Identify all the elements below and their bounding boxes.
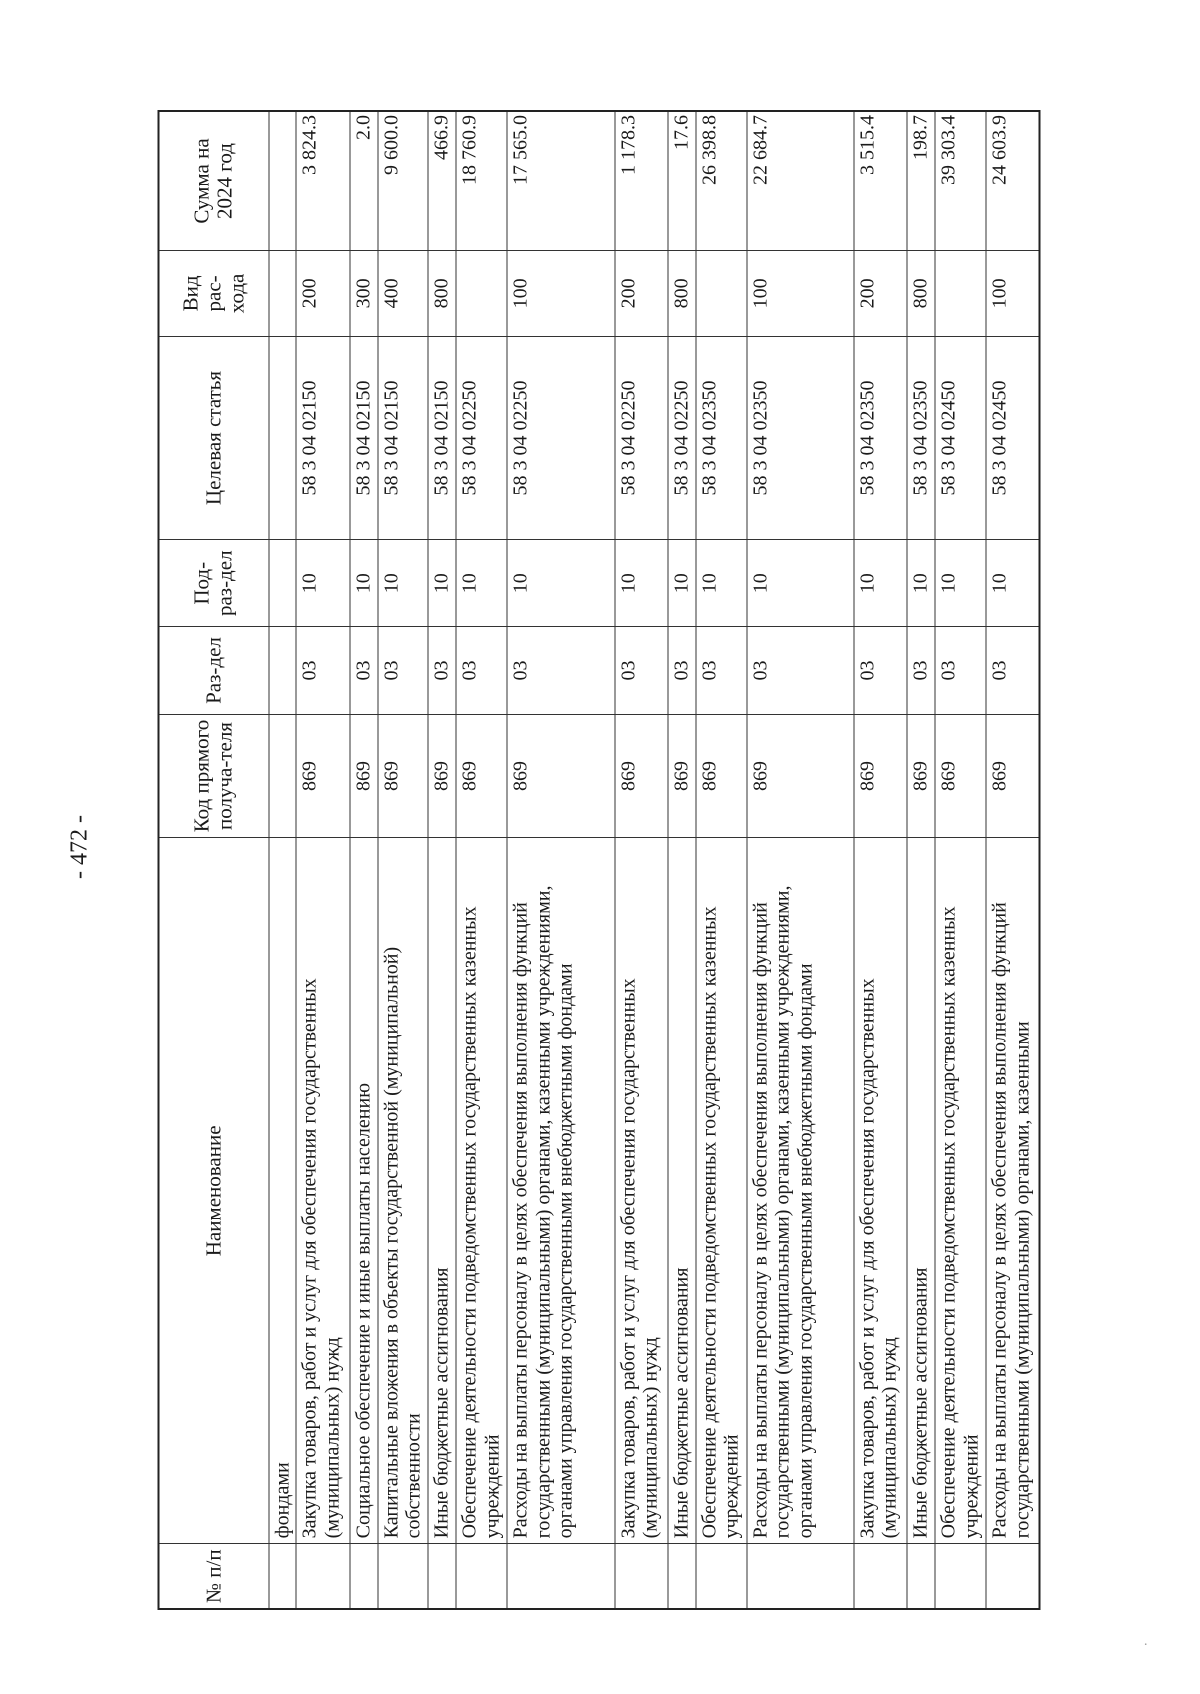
- cell-amount: 198.7: [907, 111, 935, 250]
- table-header-row: [159, 111, 269, 1609]
- cell-target-article: 58 3 04 02450: [986, 336, 1039, 539]
- cell-section: 03: [456, 627, 507, 714]
- cell-subsection: 10: [854, 540, 907, 627]
- cell-section: 03: [615, 627, 668, 714]
- cell-num: [615, 1544, 668, 1609]
- cell-name: Закупка товаров, работ и услуг для обеспечения государственных (муниципальных) нужд: [296, 838, 349, 1544]
- cell-target-article: 58 3 04 02250: [456, 336, 507, 539]
- cell-expense-type: 800: [428, 250, 456, 336]
- cell-recipient-code: 869: [747, 714, 854, 838]
- cell-amount: 466.9: [428, 111, 456, 250]
- cell-recipient-code: 869: [456, 714, 507, 838]
- cell-amount: 24 603.9: [986, 111, 1039, 250]
- cell-target-article: 58 3 04 02350: [747, 336, 854, 539]
- cell-target-article: 58 3 04 02150: [350, 336, 378, 539]
- cell-subsection: 10: [986, 540, 1039, 627]
- header-section: Раз-дел: [159, 627, 269, 714]
- cell-subsection: 10: [696, 540, 747, 627]
- cell-target-article: 58 3 04 02350: [907, 336, 935, 539]
- cell-num: [378, 1544, 429, 1609]
- cell-amount: 2.0: [350, 111, 378, 250]
- cell-name: Социальное обеспечение и иные выплаты населению: [350, 838, 378, 1544]
- cell-subsection: 10: [456, 540, 507, 627]
- cell-section: 03: [696, 627, 747, 714]
- cell-num: [428, 1544, 456, 1609]
- cell-expense-type: 400: [378, 250, 429, 336]
- cell-expense-type: 300: [350, 250, 378, 336]
- cell-amount: 9 600.0: [378, 111, 429, 250]
- budget-table: [158, 110, 1041, 1610]
- cell-subsection: 10: [747, 540, 854, 627]
- table-row: [696, 111, 747, 1609]
- cell-subsection: 10: [907, 540, 935, 627]
- cell-recipient-code: 869: [854, 714, 907, 838]
- cell-section: 03: [507, 627, 614, 714]
- cell-section: 03: [747, 627, 854, 714]
- table-body: [269, 111, 1040, 1609]
- cell-name: Закупка товаров, работ и услуг для обеспечения государственных (муниципальных) нужд: [854, 838, 907, 1544]
- cell-num: [668, 1544, 696, 1609]
- cell-target-article: 58 3 04 02250: [668, 336, 696, 539]
- cell-name: Обеспечение деятельности подведомственных государственных казенных учреждений: [456, 838, 507, 1544]
- cell-target-article: [269, 336, 297, 539]
- cell-section: 03: [854, 627, 907, 714]
- header-expense-type: Вид рас-хода: [159, 250, 269, 336]
- cell-amount: 3 824.3: [296, 111, 349, 250]
- table-row: [615, 111, 668, 1609]
- table-row: [456, 111, 507, 1609]
- cell-section: [269, 627, 297, 714]
- cell-subsection: 10: [428, 540, 456, 627]
- header-subsection: Под-раз-дел: [159, 540, 269, 627]
- cell-target-article: 58 3 04 02150: [378, 336, 429, 539]
- cell-num: [935, 1544, 986, 1609]
- cell-amount: 17 565.0: [507, 111, 614, 250]
- cell-amount: 39 303.4: [935, 111, 986, 250]
- scan-artifact: ·: [1143, 1638, 1148, 1653]
- cell-name: Иные бюджетные ассигнования: [428, 838, 456, 1544]
- cell-num: [747, 1544, 854, 1609]
- cell-name: Расходы на выплаты персоналу в целях обеспечения выполнения функций государственными (муниципальными) органами, казенными: [986, 838, 1039, 1544]
- cell-amount: 1 178.3: [615, 111, 668, 250]
- cell-recipient-code: 869: [986, 714, 1039, 838]
- table-row: [986, 111, 1039, 1609]
- cell-recipient-code: 869: [428, 714, 456, 838]
- cell-expense-type: 100: [507, 250, 614, 336]
- cell-num: [986, 1544, 1039, 1609]
- cell-target-article: 58 3 04 02250: [615, 336, 668, 539]
- cell-expense-type: 100: [986, 250, 1039, 336]
- cell-expense-type: [269, 250, 297, 336]
- cell-amount: 17.6: [668, 111, 696, 250]
- cell-subsection: 10: [615, 540, 668, 627]
- table-row: [747, 111, 854, 1609]
- cell-target-article: 58 3 04 02450: [935, 336, 986, 539]
- cell-expense-type: 100: [747, 250, 854, 336]
- cell-num: [507, 1544, 614, 1609]
- cell-section: 03: [296, 627, 349, 714]
- cell-target-article: 58 3 04 02150: [296, 336, 349, 539]
- cell-num: [456, 1544, 507, 1609]
- cell-subsection: [269, 540, 297, 627]
- header-name: Наименование: [159, 838, 269, 1544]
- header-target-article: Целевая статья: [159, 336, 269, 539]
- cell-section: 03: [350, 627, 378, 714]
- cell-num: [696, 1544, 747, 1609]
- cell-section: 03: [668, 627, 696, 714]
- cell-target-article: 58 3 04 02350: [696, 336, 747, 539]
- cell-num: [296, 1544, 349, 1609]
- cell-recipient-code: 869: [935, 714, 986, 838]
- cell-target-article: 58 3 04 02250: [507, 336, 614, 539]
- table-row: [507, 111, 614, 1609]
- cell-subsection: 10: [378, 540, 429, 627]
- cell-section: 03: [428, 627, 456, 714]
- cell-expense-type: 200: [854, 250, 907, 336]
- cell-num: [269, 1544, 297, 1609]
- cell-expense-type: [456, 250, 507, 336]
- cell-name: Обеспечение деятельности подведомственных государственных казенных учреждений: [696, 838, 747, 1544]
- table-row: [668, 111, 696, 1609]
- cell-section: 03: [935, 627, 986, 714]
- cell-num: [350, 1544, 378, 1609]
- cell-name: Иные бюджетные ассигнования: [668, 838, 696, 1544]
- header-recipient-code: Код прямого получа-теля: [159, 714, 269, 838]
- cell-subsection: 10: [507, 540, 614, 627]
- cell-num: [854, 1544, 907, 1609]
- cell-name: Расходы на выплаты персоналу в целях обеспечения выполнения функций государственными (муниципальными) органами, казенными учреждениями, органами управления государственными внебюджетными фондами: [507, 838, 614, 1544]
- cell-amount: 18 760.9: [456, 111, 507, 250]
- cell-recipient-code: [269, 714, 297, 838]
- table-row: [350, 111, 378, 1609]
- cell-expense-type: 200: [615, 250, 668, 336]
- table-row: [935, 111, 986, 1609]
- table-row: [854, 111, 907, 1609]
- cell-recipient-code: 869: [907, 714, 935, 838]
- page-number: - 472 -: [66, 815, 93, 879]
- header-amount-2024: Сумма на 2024 год: [159, 111, 269, 250]
- cell-recipient-code: 869: [296, 714, 349, 838]
- cell-expense-type: [935, 250, 986, 336]
- cell-subsection: 10: [350, 540, 378, 627]
- cell-recipient-code: 869: [668, 714, 696, 838]
- cell-target-article: 58 3 04 02350: [854, 336, 907, 539]
- cell-expense-type: 200: [296, 250, 349, 336]
- cell-section: 03: [986, 627, 1039, 714]
- cell-num: [907, 1544, 935, 1609]
- table-row: [907, 111, 935, 1609]
- cell-name: Закупка товаров, работ и услуг для обеспечения государственных (муниципальных) нужд: [615, 838, 668, 1544]
- cell-name: Иные бюджетные ассигнования: [907, 838, 935, 1544]
- cell-subsection: 10: [296, 540, 349, 627]
- cell-recipient-code: 869: [507, 714, 614, 838]
- cell-expense-type: [696, 250, 747, 336]
- cell-section: 03: [378, 627, 429, 714]
- cell-name: Обеспечение деятельности подведомственных государственных казенных учреждений: [935, 838, 986, 1544]
- cell-name: Расходы на выплаты персоналу в целях обеспечения выполнения функций государственными (муниципальными) органами, казенными учреждениями, органами управления государственными внебюджетными фондами: [747, 838, 854, 1544]
- cell-expense-type: 800: [907, 250, 935, 336]
- cell-recipient-code: 869: [350, 714, 378, 838]
- cell-amount: 3 515.4: [854, 111, 907, 250]
- header-num: № п/п: [159, 1544, 269, 1609]
- cell-name: Капитальные вложения в объекты государственной (муниципальной) собственности: [378, 838, 429, 1544]
- table-row: [269, 111, 297, 1609]
- cell-recipient-code: 869: [696, 714, 747, 838]
- cell-name: фондами: [269, 838, 297, 1544]
- rotated-page-content: [158, 110, 1041, 1610]
- cell-subsection: 10: [935, 540, 986, 627]
- table-row: [296, 111, 349, 1609]
- cell-target-article: 58 3 04 02150: [428, 336, 456, 539]
- cell-amount: [269, 111, 297, 250]
- cell-recipient-code: 869: [378, 714, 429, 838]
- cell-amount: 22 684.7: [747, 111, 854, 250]
- cell-amount: 26 398.8: [696, 111, 747, 250]
- cell-subsection: 10: [668, 540, 696, 627]
- cell-recipient-code: 869: [615, 714, 668, 838]
- cell-expense-type: 800: [668, 250, 696, 336]
- table-row: [428, 111, 456, 1609]
- table-row: [378, 111, 429, 1609]
- cell-section: 03: [907, 627, 935, 714]
